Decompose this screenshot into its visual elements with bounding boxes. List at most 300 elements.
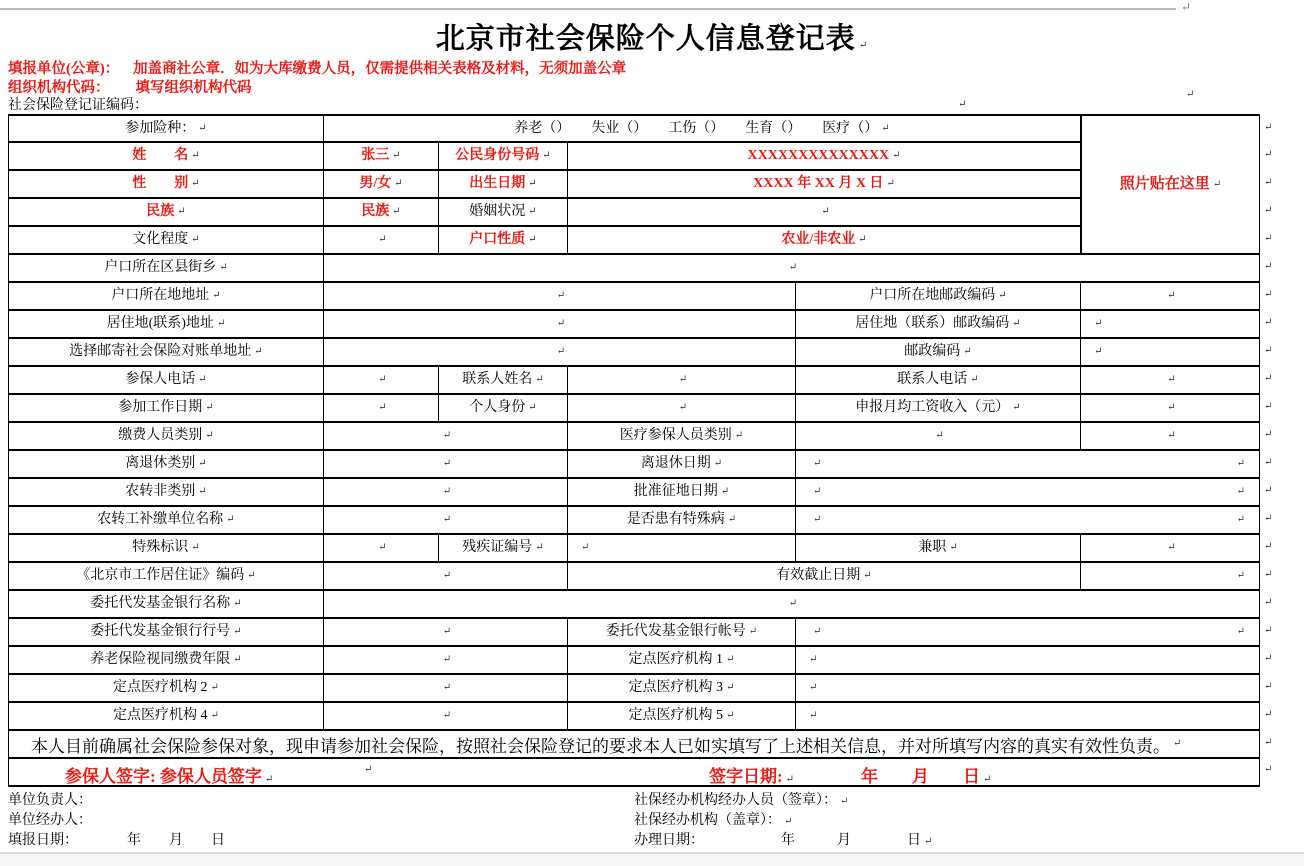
paragraph-mark: ↵	[863, 570, 872, 581]
paragraph-mark: ↵	[212, 290, 221, 301]
disability-cert-value[interactable]	[568, 535, 796, 563]
paragraph-mark: ↵	[219, 262, 228, 273]
pension-years-value[interactable]	[324, 647, 568, 675]
hospital-3-value[interactable]	[796, 675, 1259, 703]
hukou-address-value[interactable]	[324, 283, 796, 311]
footer-line-2	[8, 809, 1298, 829]
paragraph-mark: ↵	[1012, 318, 1021, 329]
part-time-label: 兼职 ↵	[796, 535, 1081, 563]
paragraph-mark: ↵	[726, 654, 735, 665]
land-approval-date-label: 批准征地日期 ↵	[568, 479, 796, 507]
insured-phone-value[interactable]	[324, 367, 439, 395]
paragraph-mark	[1264, 449, 1300, 477]
education-value[interactable]	[324, 227, 439, 255]
paragraph-mark: ↵	[1236, 626, 1245, 637]
row-hukou-district	[9, 255, 1259, 283]
page-bottom-rule	[0, 852, 1304, 854]
paragraph-mark	[1264, 337, 1300, 365]
paragraph-mark: ↵	[983, 774, 992, 785]
paragraph-mark	[1264, 393, 1300, 421]
nongzhuanfei-category-value[interactable]	[324, 479, 568, 507]
bank-account-value[interactable]	[796, 619, 1259, 647]
birth-date-value[interactable]: XXXX 年 XX 月 X 日 ↵	[568, 171, 1081, 199]
ethnicity-label: 民族 ↵	[9, 199, 324, 227]
nongzhuangong-unit-value[interactable]	[324, 507, 568, 535]
row-special-mark	[9, 535, 1259, 563]
photo-placeholder-text: 照片贴在这里	[1119, 176, 1210, 192]
row-gender	[9, 171, 1259, 199]
paragraph-mark: ↵	[784, 816, 793, 827]
insurance-types-label: 参加险种： ↵	[9, 116, 324, 143]
hukou-type-value[interactable]: 农业/非农业 ↵	[568, 227, 1081, 255]
paragraph-mark: ↵	[963, 346, 972, 357]
declaration-text: 本人目前确属社会保险参保对象，现申请参加社会保险，按照社会保险登记的要求本人已如实填写了上述相关信息，并对所填写内容的真实有效性负责。	[31, 736, 1170, 756]
paragraph-mark: ↵	[1167, 542, 1176, 553]
row-phone	[9, 367, 1259, 395]
personal-identity-label: 个人身份 ↵	[439, 395, 568, 423]
monthly-income-value[interactable]	[1081, 395, 1259, 423]
signature-date-fields[interactable]	[861, 762, 991, 787]
row-hospital-4	[9, 703, 1259, 731]
payer-category-value[interactable]	[324, 423, 568, 451]
row-residence-address	[9, 311, 1259, 339]
paragraph-mark: ↵	[1264, 121, 1273, 133]
paragraph-mark: ↵	[226, 514, 235, 525]
paragraph-mark: ↵	[813, 486, 822, 497]
paragraph-mark: ↵	[1264, 401, 1273, 412]
paragraph-mark: ↵	[1264, 149, 1273, 160]
contact-phone-value[interactable]	[1081, 367, 1259, 395]
paragraph-mark	[1264, 533, 1300, 561]
paragraph-mark: ↵	[191, 178, 200, 189]
row-retirement	[9, 451, 1259, 479]
photo-placeholder-cell[interactable]	[1081, 116, 1259, 255]
paragraph-mark: ↵	[949, 542, 958, 553]
paragraph-mark: ↵	[892, 150, 901, 161]
paragraph-mark: ↵	[191, 542, 200, 553]
paragraph-mark: ↵	[1094, 346, 1103, 357]
paragraph-mark: ↵	[726, 710, 735, 721]
bank-branch-no-label: 委托代发基金银行行号 ↵	[9, 619, 324, 647]
row-name	[9, 143, 1259, 171]
paragraph-mark	[1264, 169, 1300, 197]
paragraph-mark: ↵	[535, 374, 544, 385]
paragraph-mark: ↵	[205, 402, 214, 413]
paragraph-mark: ↵	[727, 514, 737, 525]
mailing-address-value[interactable]	[324, 339, 796, 367]
work-start-value[interactable]	[324, 395, 439, 423]
paragraph-mark: ↵	[364, 764, 373, 775]
paragraph-mark: ↵	[1236, 458, 1245, 469]
retirement-category-value[interactable]	[324, 451, 568, 479]
paragraph-mark: ↵	[881, 122, 890, 134]
ethnicity-value[interactable]: 民族 ↵	[324, 199, 439, 227]
row-bank-no	[9, 619, 1259, 647]
paragraph-mark: ↵	[1236, 570, 1245, 581]
row-nongzhuanfei	[9, 479, 1259, 507]
paragraph-mark: ↵	[1236, 514, 1245, 525]
medical-category-value[interactable]	[796, 423, 1081, 451]
paragraph-mark	[1264, 114, 1300, 141]
hospital-3-label: 定点医疗机构 3 ↵	[568, 675, 796, 703]
citizen-id-value[interactable]: XXXXXXXXXXXXXX ↵	[568, 143, 1081, 171]
paragraph-mark: ↵	[1264, 261, 1273, 272]
paragraph-mark: ↵	[1012, 402, 1021, 413]
paragraph-mark	[1264, 561, 1300, 589]
paragraph-mark: ↵	[821, 206, 830, 217]
page-title-text: 北京市社会保险个人信息登记表	[435, 23, 856, 55]
nongzhuanfei-category-label: 农转非类别 ↵	[9, 479, 324, 507]
paragraph-mark: ↵	[1264, 709, 1273, 720]
hospital-5-value[interactable]	[796, 703, 1259, 731]
paragraph-mark: ↵	[813, 514, 822, 525]
org-seal-label	[634, 809, 792, 829]
paragraph-mark: ↵	[191, 150, 200, 161]
row-ethnicity	[9, 199, 1259, 227]
footer-line-3	[8, 829, 1298, 849]
paragraph-mark: ↵	[1094, 318, 1103, 329]
paragraph-mark	[1264, 281, 1300, 309]
marital-status-value[interactable]	[568, 199, 1081, 227]
contact-name-label: 联系人姓名 ↵	[439, 367, 568, 395]
permit-expiry-value[interactable]	[1081, 563, 1259, 591]
medical-category-label: 医疗参保人员类别 ↵	[568, 423, 796, 451]
marital-status-label: 婚姻状况 ↵	[439, 199, 568, 227]
paragraph-mark: ↵	[378, 402, 387, 413]
paragraph-mark: ↵	[254, 346, 263, 357]
paragraph-mark: ↵	[535, 542, 544, 553]
paragraph-mark: ↵	[198, 374, 207, 385]
paragraph-mark: ↵	[556, 290, 566, 301]
unit-head-label: 单位负责人：	[8, 793, 92, 808]
insurance-types-options[interactable]: 养老（） 失业（） 工伤（） 生育（） 医疗（） ↵	[324, 116, 1081, 143]
special-disease-label: 是否患有特殊病 ↵	[568, 507, 796, 535]
paragraph-mark: ↵	[958, 99, 967, 110]
paragraph-mark: ↵	[528, 402, 537, 413]
paragraph-mark: ↵	[264, 774, 274, 785]
monthly-income-label: 申报月均工资收入（元） ↵	[796, 395, 1081, 423]
signature-date-label	[709, 762, 794, 787]
paragraph-mark: ↵	[935, 430, 944, 441]
retirement-date-value[interactable]	[796, 451, 1259, 479]
insured-signature-text: 参保人签字: 参保人员签字	[65, 767, 262, 786]
paragraph-mark	[1264, 757, 1300, 783]
footer-block	[8, 789, 1298, 849]
hukou-postcode-value[interactable]	[1081, 283, 1259, 311]
paragraph-mark	[1264, 253, 1300, 281]
footer-line-1	[8, 789, 1298, 809]
paragraph-mark: ↵	[442, 486, 452, 497]
paragraph-mark: ↵	[970, 374, 979, 385]
paragraph-mark: ↵	[1264, 289, 1273, 300]
residence-postcode-value[interactable]	[1081, 311, 1259, 339]
paragraph-mark: ↵	[1264, 485, 1273, 496]
row-work-permit	[9, 563, 1259, 591]
paragraph-mark	[1264, 505, 1300, 533]
paragraph-mark: ↵	[734, 430, 744, 441]
paragraph-mark: ↵	[556, 318, 566, 329]
paragraph-mark: ↵	[858, 40, 869, 51]
declaration-row	[9, 731, 1259, 759]
paragraph-mark: ↵	[1264, 653, 1273, 664]
special-mark-value[interactable]	[324, 535, 439, 563]
paragraph-mark: ↵	[378, 542, 387, 553]
row-mailing-address	[9, 339, 1259, 367]
paragraph-mark	[1264, 589, 1300, 617]
paragraph-mark: ↵	[713, 458, 723, 469]
hospital-2-value[interactable]	[324, 675, 568, 703]
name-label: 姓 名 ↵	[9, 143, 324, 171]
paragraph-mark: ↵	[1173, 738, 1182, 749]
row-pension-years	[9, 647, 1259, 675]
paragraph-mark: ↵	[809, 682, 818, 693]
paragraph-mark: ↵	[1264, 233, 1273, 244]
paragraph-mark	[1264, 365, 1300, 393]
paragraph-mark: ↵	[726, 682, 735, 693]
paragraph-mark: ↵	[809, 654, 818, 665]
paragraph-mark: ↵	[748, 626, 758, 637]
paragraph-mark: ↵	[198, 122, 207, 134]
process-date-text: 办理日期： 年 月 日	[634, 833, 921, 848]
paragraph-mark: ↵	[1264, 513, 1273, 524]
row-hukou-address	[9, 283, 1259, 311]
citizen-id-label: 公民身份号码 ↵	[439, 143, 568, 171]
paragraph-mark: ↵	[1264, 737, 1273, 748]
paragraph-mark: ↵	[528, 234, 537, 245]
paragraph-mark: ↵	[1167, 430, 1176, 441]
hospital-4-label: 定点医疗机构 4 ↵	[9, 703, 324, 731]
paragraph-mark: ↵	[1167, 290, 1176, 301]
paragraph-mark: ↵	[720, 486, 730, 497]
name-value[interactable]: 张三 ↵	[324, 143, 439, 171]
paragraph-mark: ↵	[813, 458, 822, 469]
paragraph-mark: ↵	[442, 710, 452, 721]
paragraph-mark: ↵	[394, 178, 403, 189]
nongzhuangong-unit-label: 农转工补缴单位名称 ↵	[9, 507, 324, 535]
paragraph-mark: ↵	[1264, 205, 1273, 216]
paragraph-mark: ↵	[216, 318, 226, 329]
disability-cert-label: 残疾证编号 ↵	[439, 535, 568, 563]
bank-name-value[interactable]	[324, 591, 1259, 619]
paragraph-mark: ↵	[1181, 0, 1192, 14]
paragraph-mark: ↵	[1264, 681, 1273, 692]
row-work-start	[9, 395, 1259, 423]
paragraph-mark: ↵	[1212, 178, 1222, 190]
paragraph-mark-rail	[1264, 114, 1300, 783]
header-line-registration-code	[8, 94, 148, 114]
paragraph-mark: ↵	[813, 626, 822, 637]
contact-phone-label: 联系人电话 ↵	[796, 367, 1081, 395]
registration-form-table	[8, 114, 1260, 787]
paragraph-mark	[1264, 701, 1300, 729]
signature-row	[9, 759, 1259, 785]
paragraph-mark: ↵	[678, 374, 688, 385]
paragraph-mark: ↵	[392, 150, 401, 161]
paragraph-mark: ↵	[1236, 486, 1245, 497]
paragraph-mark: ↵	[1264, 345, 1273, 356]
paragraph-mark: ↵	[840, 796, 849, 807]
paragraph-mark: ↵	[556, 346, 566, 357]
paragraph-mark: ↵	[785, 774, 795, 785]
special-mark-label: 特殊标识 ↵	[9, 535, 324, 563]
paragraph-mark: ↵	[442, 682, 452, 693]
paragraph-mark: ↵	[998, 290, 1007, 301]
paragraph-mark	[1264, 197, 1300, 225]
paragraph-mark: ↵	[528, 206, 537, 217]
work-start-label: 参加工作日期 ↵	[9, 395, 324, 423]
land-approval-date-value[interactable]	[796, 479, 1259, 507]
bank-branch-no-value[interactable]	[324, 619, 568, 647]
special-disease-value[interactable]	[796, 507, 1259, 535]
paragraph-mark	[1264, 729, 1300, 757]
row-payer-category	[9, 423, 1259, 451]
paragraph-mark	[1264, 673, 1300, 701]
personal-identity-value[interactable]	[568, 395, 796, 423]
reporting-unit-note: 加盖商社公章．如为大库缴费人员，仅需提供相关表格及材料，无须加盖公章	[133, 61, 627, 77]
row-education	[9, 227, 1259, 255]
paragraph-mark: ↵	[1264, 457, 1273, 468]
paragraph-mark: ↵	[442, 654, 452, 665]
paragraph-mark: ↵	[378, 234, 387, 245]
work-permit-code-value[interactable]	[324, 563, 568, 591]
paragraph-mark: ↵	[378, 374, 387, 385]
page-title	[0, 16, 1304, 57]
paragraph-mark: ↵	[392, 206, 401, 217]
page-header-rule	[0, 8, 1176, 10]
education-label: 文化程度 ↵	[9, 227, 324, 255]
insured-signature-label[interactable]	[65, 762, 273, 787]
reporting-unit-label: 填报单位(公章)：	[8, 61, 120, 77]
hukou-type-label: 户口性质 ↵	[439, 227, 568, 255]
signature-date-text: 签字日期:	[709, 767, 783, 786]
paragraph-mark: ↵	[924, 836, 933, 847]
paragraph-mark	[1264, 309, 1300, 337]
paragraph-mark: ↵	[788, 262, 798, 273]
paragraph-mark: ↵	[442, 626, 452, 637]
paragraph-mark: ↵	[788, 598, 798, 609]
paragraph-mark: ↵	[858, 234, 867, 245]
signature-date-fields-text: 年 月 日	[861, 767, 980, 786]
paragraph-mark	[1264, 421, 1300, 449]
paragraph-mark: ↵	[442, 458, 452, 469]
paragraph-mark: ↵	[1264, 317, 1273, 328]
bank-account-label: 委托代发基金银行帐号 ↵	[568, 619, 796, 647]
paragraph-mark: ↵	[1264, 764, 1273, 775]
retirement-category-label: 离退休类别 ↵	[9, 451, 324, 479]
paragraph-mark: ↵	[442, 514, 452, 525]
unit-agent-label: 单位经办人：	[8, 813, 92, 828]
paragraph-mark: ↵	[210, 682, 219, 693]
bank-name-label: 委托代发基金银行名称 ↵	[9, 591, 324, 619]
page-bottom-strip	[0, 854, 1304, 866]
paragraph-mark: ↵	[233, 626, 242, 637]
hukou-address-label: 户口所在地地址 ↵	[9, 283, 324, 311]
paragraph-mark: ↵	[205, 430, 214, 441]
hospital-4-value[interactable]	[324, 703, 568, 731]
payer-category-extra[interactable]	[1081, 423, 1259, 451]
paragraph-mark: ↵	[1167, 402, 1176, 413]
paragraph-mark: ↵	[581, 542, 590, 553]
paragraph-mark: ↵	[198, 486, 207, 497]
paragraph-mark: ↵	[191, 234, 200, 245]
residence-postcode-label: 居住地（联系）邮政编码 ↵	[796, 311, 1081, 339]
paragraph-mark: ↵	[809, 710, 818, 721]
paragraph-mark: ↵	[233, 654, 242, 665]
hospital-5-label: 定点医疗机构 5 ↵	[568, 703, 796, 731]
residence-address-label: 居住地(联系)地址 ↵	[9, 311, 324, 339]
paragraph-mark: ↵	[886, 178, 895, 189]
hospital-1-value[interactable]	[796, 647, 1259, 675]
paragraph-mark	[1264, 477, 1300, 505]
residence-address-value[interactable]	[324, 311, 796, 339]
paragraph-mark: ↵	[1264, 429, 1273, 440]
paragraph-mark: ↵	[442, 570, 452, 581]
form-table-rows	[9, 116, 1259, 731]
gender-label: 性 别 ↵	[9, 171, 324, 199]
gender-value[interactable]: 男/女 ↵	[324, 171, 439, 199]
paragraph-mark: ↵	[1264, 177, 1273, 188]
org-code-note: 填写组织机构代码	[135, 80, 252, 96]
registration-code-label: 社会保险登记证编码：	[8, 98, 148, 113]
paragraph-mark	[1264, 617, 1300, 645]
mailing-postcode-value[interactable]	[1081, 339, 1259, 367]
fill-date-label: 填报日期： 年 月 日	[8, 833, 225, 848]
insured-phone-label: 参保人电话 ↵	[9, 367, 324, 395]
paragraph-mark: ↵	[233, 598, 242, 609]
paragraph-mark: ↵	[1264, 597, 1273, 608]
org-agent-text: 社保经办机构经办人员（签章）：	[634, 793, 837, 808]
paragraph-mark: ↵	[177, 206, 186, 217]
paragraph-mark: ↵	[678, 402, 688, 413]
part-time-value[interactable]	[1081, 535, 1259, 563]
work-permit-code-label: 《北京市工作居住证》编码 ↵	[9, 563, 324, 591]
paragraph-mark: ↵	[542, 150, 551, 161]
paragraph-mark: ↵	[210, 710, 219, 721]
paragraph-mark: ↵	[1167, 374, 1176, 385]
paragraph-mark: ↵	[1264, 541, 1273, 552]
paragraph-mark: ↵	[198, 458, 207, 469]
mailing-address-label: 选择邮寄社会保险对账单地址 ↵	[9, 339, 324, 367]
row-bank-name	[9, 591, 1259, 619]
row-insurance-types	[9, 116, 1259, 143]
hukou-district-label: 户口所在区县街乡 ↵	[9, 255, 324, 283]
process-date-label	[634, 829, 932, 849]
birth-date-label: 出生日期 ↵	[439, 171, 568, 199]
paragraph-mark	[1264, 645, 1300, 673]
retirement-date-label: 离退休日期 ↵	[568, 451, 796, 479]
permit-expiry-label: 有效截止日期 ↵	[568, 563, 1081, 591]
paragraph-mark	[1264, 141, 1300, 169]
org-seal-text: 社保经办机构（盖章）：	[634, 813, 781, 828]
mailing-postcode-label: 邮政编码 ↵	[796, 339, 1081, 367]
row-hospital-2	[9, 675, 1259, 703]
contact-name-value[interactable]	[568, 367, 796, 395]
paragraph-mark: ↵	[528, 178, 537, 189]
paragraph-mark: ↵	[1264, 373, 1273, 384]
hukou-district-value[interactable]	[324, 255, 1259, 283]
org-code-label: 组织机构代码：	[8, 80, 110, 96]
paragraph-mark: ↵	[1264, 569, 1273, 580]
header-line-reporting-unit	[8, 57, 626, 78]
hukou-postcode-label: 户口所在地邮政编码 ↵	[796, 283, 1081, 311]
hospital-1-label: 定点医疗机构 1 ↵	[568, 647, 796, 675]
paragraph-mark: ↵	[442, 430, 452, 441]
payer-category-label: 缴费人员类别 ↵	[9, 423, 324, 451]
hospital-2-label: 定点医疗机构 2 ↵	[9, 675, 324, 703]
row-nongzhuangong	[9, 507, 1259, 535]
paragraph-mark: ↵	[247, 570, 256, 581]
org-agent-label	[634, 789, 848, 809]
